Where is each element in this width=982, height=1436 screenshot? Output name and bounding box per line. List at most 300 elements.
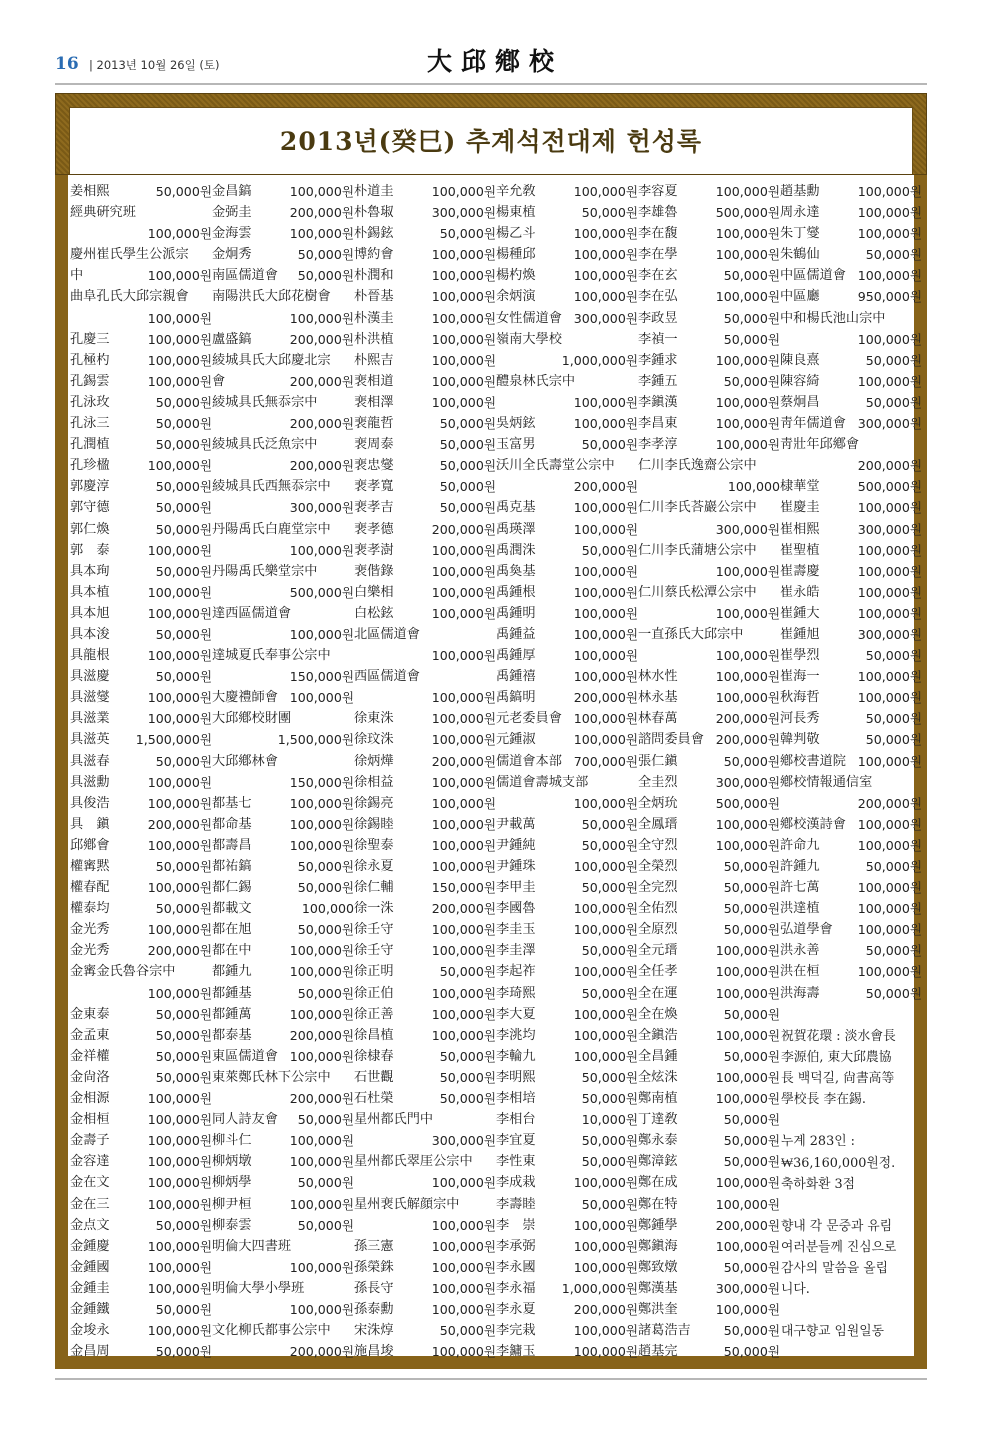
donor-name: 元鍾淑 [496, 732, 536, 748]
donor-name: 李完栽 [496, 1323, 536, 1339]
donor-name: 李相台 [496, 1112, 536, 1128]
donor-row [780, 540, 922, 561]
donor-row [638, 1151, 780, 1172]
donor-name: 徐錫睦 [354, 816, 394, 832]
donor-row [212, 1088, 354, 1109]
donor-name: 西區儒道會 [354, 669, 420, 685]
donation-amount: 50,000원 [723, 1344, 780, 1360]
donor-name: 朴漢圭 [354, 310, 394, 326]
donor-row [70, 1215, 212, 1236]
donor-row [638, 1257, 780, 1278]
donation-amount: 50,000원 [155, 1048, 212, 1064]
donation-amount: 50,000원 [581, 1133, 638, 1149]
donor-row [354, 666, 496, 687]
donor-name: 林水性 [638, 669, 678, 685]
donation-amount: 50,000원 [581, 542, 638, 558]
donor-row [638, 1278, 780, 1299]
donor-row [638, 497, 780, 518]
donation-amount: 50,000원 [723, 922, 780, 938]
donor-row [70, 1088, 212, 1109]
donor-row [354, 350, 496, 371]
donation-amount: 100,000원 [147, 774, 212, 790]
donation-amount: 100,000원 [573, 964, 638, 980]
donor-name: 李在學 [638, 247, 678, 263]
donor-row [496, 1257, 638, 1278]
donor-row [354, 202, 496, 223]
donor-row [496, 1130, 638, 1151]
donation-amount: 300,000원 [431, 1133, 496, 1149]
donor-row [70, 624, 212, 645]
donation-amount: 100,000원 [431, 268, 496, 284]
donation-amount: 100,000원 [289, 1196, 354, 1212]
donation-amount: 100,000원 [573, 669, 638, 685]
donor-row [212, 181, 354, 202]
donor-name: 東萊鄭氏林下公宗中 [212, 1069, 331, 1085]
donor-name: 趙基勳 [780, 184, 820, 199]
donor-row [496, 350, 638, 371]
donor-row [638, 265, 780, 286]
donation-amount: 50,000원 [155, 521, 212, 537]
donor-row [638, 835, 780, 856]
donor-row [212, 814, 354, 835]
donation-amount: 50,000원 [439, 1091, 496, 1107]
donation-amount: 50,000원 [581, 837, 638, 853]
donation-amount: 200,000원 [715, 711, 780, 727]
donor-row [354, 540, 496, 561]
note-line: 學校長 李在錫. [781, 1092, 866, 1108]
donation-amount: 300,000원 [715, 1280, 780, 1296]
donor-name: 李圭澤 [496, 943, 536, 959]
donor-row [638, 1172, 780, 1193]
donation-amount: 100,000원 [573, 521, 638, 537]
donation-amount: 50,000원 [865, 247, 922, 263]
donor-name: 綾城具氏無忝宗中 [212, 394, 318, 410]
donor-row [354, 1151, 496, 1172]
donation-amount: 100,000원 [715, 184, 780, 199]
donor-row [70, 1109, 212, 1130]
donor-name: 權泰均 [70, 901, 110, 917]
donation-amount: 50,000원 [297, 1112, 354, 1128]
donor-name: 全在煥 [638, 1006, 678, 1022]
donation-amount: 100,000원 [715, 1069, 780, 1085]
donor-name: 鄭鎭海 [638, 1238, 678, 1254]
donor-row [70, 666, 212, 687]
donation-amount: 100,000원 [715, 690, 780, 706]
donor-name: 徐炳燁 [354, 753, 394, 769]
donor-row [212, 1151, 354, 1172]
donor-row [212, 1025, 354, 1046]
donor-row [354, 265, 496, 286]
donor-row [70, 1130, 212, 1151]
donor-name: 金鍾國 [70, 1259, 110, 1275]
donor-name: 嶺南大學校 [496, 331, 562, 347]
donation-amount: 200,000원 [147, 943, 212, 959]
donor-name: 楊乙斗 [496, 226, 536, 242]
donor-row [70, 1341, 212, 1362]
donor-name: 金容達 [70, 1154, 110, 1170]
donor-name: 仁川李氏逸齋公宗中 [638, 458, 757, 474]
donor-name: 尹鍾珠 [496, 859, 536, 874]
donation-amount: 100,000원 [573, 1006, 638, 1022]
donation-amount: 950,000원 [857, 289, 922, 305]
donation-amount: 100,000원 [289, 1259, 354, 1275]
donor-row [212, 476, 354, 497]
donor-name: 楊東植 [496, 205, 536, 221]
donation-amount: 50,000원 [155, 1006, 212, 1022]
donation-amount: 100,000원 [147, 880, 212, 896]
donor-row [354, 286, 496, 307]
donation-amount: 50,000원 [865, 352, 922, 368]
donor-row [354, 856, 496, 877]
donation-amount: 100,000원 [147, 1280, 212, 1296]
donor-row [354, 1025, 496, 1046]
donation-amount: 50,000원 [865, 394, 922, 410]
donor-row [496, 961, 638, 982]
donor-row [496, 898, 638, 919]
donation-amount: 50,000원 [581, 880, 638, 896]
donation-amount: 50,000원 [439, 964, 496, 980]
donor-row [496, 308, 638, 329]
donation-amount: 100,000원 [431, 184, 496, 199]
donor-row [638, 329, 780, 350]
donor-name: 中區儒道會 [780, 268, 846, 284]
donor-name: 元老委員會 [496, 711, 562, 727]
donation-amount: 100,000원 [715, 1091, 780, 1107]
donation-amount: 100,000원 [573, 1344, 638, 1360]
donation-amount: 1,500,000원 [277, 732, 354, 748]
donor-row [354, 814, 496, 835]
page-title: 2013년(癸巳) 추계석전대제 헌성록 [279, 127, 703, 156]
donation-amount: 50,000원 [439, 226, 496, 242]
donation-amount: 300,000원 [715, 774, 780, 790]
note-line: 李源伯, 東大邱農協 [781, 1050, 892, 1066]
donor-row [212, 1046, 354, 1067]
note-line: 감사의 말씀을 올립 [781, 1261, 889, 1277]
donor-name: 崔聖植 [780, 542, 820, 558]
donation-amount: 100,000원 [147, 352, 212, 368]
donation-amount: 200,000원 [289, 205, 354, 221]
donation-amount: 50,000원 [723, 268, 780, 284]
spacer [781, 1110, 921, 1131]
donor-name: 李孝淳 [638, 437, 678, 453]
donor-name: 都鍾萬 [212, 1006, 252, 1022]
donation-amount: 100,000원 [289, 184, 354, 199]
donation-amount: 100,000원 [573, 226, 638, 242]
donor-row [354, 308, 496, 329]
donor-name: 李成栽 [496, 1175, 536, 1191]
donor-row [212, 1299, 354, 1320]
donor-row [780, 350, 922, 371]
donation-amount: 100,000원 [715, 1175, 780, 1191]
donor-row [638, 856, 780, 877]
donor-name: 徐棣春 [354, 1048, 394, 1064]
donor-row [780, 603, 922, 624]
donation-amount: 50,000원 [155, 184, 212, 199]
donor-name: 李在弘 [638, 289, 678, 305]
donor-name: 全元瑨 [638, 943, 678, 959]
donor-name: 李明熙 [496, 1069, 536, 1085]
donor-row [780, 455, 922, 476]
donor-name: 棣華堂 [780, 479, 820, 495]
donor-row [496, 624, 638, 645]
donation-amount: 100,000원 [147, 1091, 212, 1107]
note-line: ₩36,160,000원정. [781, 1155, 896, 1171]
donor-name: 權春配 [70, 880, 110, 896]
donor-row [354, 1257, 496, 1278]
donation-amount: 100,000원 [431, 331, 496, 347]
donor-name: 全榮烈 [638, 859, 678, 874]
donation-amount: 50,000원 [155, 416, 212, 432]
donor-column [212, 181, 354, 1362]
donor-row [780, 223, 922, 244]
donor-row [780, 624, 922, 645]
donation-amount: 50,000원 [155, 626, 212, 642]
donation-amount: 100,000원 [715, 1196, 780, 1212]
donation-amount: 1,000,000원 [561, 1280, 638, 1296]
donor-name: 陳容綺 [780, 373, 820, 389]
donor-name: 裵周泰 [354, 437, 394, 453]
donation-amount: 300,000원 [857, 521, 922, 537]
donor-name: 徐壬守 [354, 943, 394, 959]
donation-amount: 100,000원 [573, 247, 638, 263]
donor-row [212, 497, 354, 518]
donation-amount: 50,000원 [155, 563, 212, 579]
donor-row [354, 582, 496, 603]
donor-name: 裵相道 [354, 373, 394, 389]
donor-name: 李壽睦 [496, 1196, 536, 1212]
donor-column [354, 181, 496, 1362]
donor-name: 許鍾九 [780, 859, 820, 874]
donor-name: 朴錫鉉 [354, 226, 394, 242]
donor-name: 金相源 [70, 1091, 110, 1107]
donor-row [496, 392, 638, 413]
donor-name: 南區儒道會 [212, 268, 278, 284]
donor-name: 鄕校書道院 [780, 753, 846, 769]
donor-row [496, 497, 638, 518]
donor-row [496, 1236, 638, 1257]
donor-row [354, 919, 496, 940]
donor-row [70, 877, 212, 898]
donor-name: 明倫大學小學班 [212, 1280, 305, 1296]
donor-row [354, 1299, 496, 1320]
donation-amount: 100,000원 [573, 1238, 638, 1254]
donor-row [496, 1215, 638, 1236]
donation-amount: 100,000원 [715, 816, 780, 832]
donor-row [354, 519, 496, 540]
donor-row [70, 961, 212, 982]
donor-name: 鄭南植 [638, 1091, 678, 1107]
donor-name: 禹鍾明 [496, 605, 536, 621]
donation-amount: 100,000원 [573, 648, 638, 664]
donation-amount: 100,000원 [147, 1238, 212, 1254]
donation-amount: 100,000원 [147, 1133, 212, 1149]
donor-row [354, 624, 496, 645]
donor-name: 崔永皓 [780, 584, 820, 600]
donation-amount: 500,000원 [289, 584, 354, 600]
donation-amount: 50,000원 [581, 1069, 638, 1085]
donation-amount: 200,000원 [289, 1091, 354, 1107]
donation-amount: 100,000원 [857, 500, 922, 516]
donation-amount: 50,000원 [581, 1091, 638, 1107]
donor-name: 鄭鍾學 [638, 1217, 678, 1233]
donor-row [354, 1088, 496, 1109]
donor-row [496, 1278, 638, 1299]
donation-amount: 200,000원 [289, 1344, 354, 1360]
donor-row [354, 983, 496, 1004]
donor-name: 金昌鎬 [212, 184, 252, 199]
donor-row [780, 919, 922, 940]
donation-amount: 100,000원 [147, 605, 212, 621]
donor-name: 丁達敎 [638, 1112, 678, 1128]
donation-amount: 50,000원 [439, 437, 496, 453]
donation-amount: 50,000원 [865, 985, 922, 1001]
donor-row [638, 940, 780, 961]
donation-amount: 100,000원 [857, 922, 922, 938]
donor-name: 朱丁燮 [780, 226, 820, 242]
donor-row [212, 519, 354, 540]
donor-row [780, 286, 922, 307]
donor-name: 裵孝澍 [354, 542, 394, 558]
donor-name: 全炫洙 [638, 1069, 678, 1085]
donor-name: 具龍根 [70, 648, 110, 664]
donor-row [70, 1004, 212, 1025]
donor-name: 楊種邱 [496, 247, 536, 263]
donor-name: 曲阜孔氏大邱宗親會 [70, 289, 189, 305]
donor-name: 石世觀 [354, 1069, 394, 1085]
donor-name: 具滋勳 [70, 774, 110, 790]
donor-name: 金在三 [70, 1196, 110, 1212]
donor-name: 南陽洪氏大邱花樹會 [212, 289, 331, 305]
donor-row [496, 1194, 638, 1215]
donor-row [212, 582, 354, 603]
donor-row [638, 350, 780, 371]
donation-amount: 50,000원 [297, 985, 354, 1001]
donor-name: 諮問委員會 [638, 732, 704, 748]
donor-name: 鄭漢基 [638, 1280, 678, 1296]
donor-name: 禹鍾根 [496, 584, 536, 600]
donor-row [780, 371, 922, 392]
donation-amount: 100,000원 [857, 542, 922, 558]
donor-name: 達西區儒道會 [212, 605, 292, 621]
donor-name: 李在玄 [638, 268, 678, 284]
donor-name: 裵龍哲 [354, 416, 394, 432]
donor-name: 李禎一 [638, 331, 678, 347]
donation-amount: 100,000원 [857, 584, 922, 600]
donation-amount: 100,000원 [573, 500, 638, 516]
donor-row [780, 729, 922, 750]
donor-row [496, 329, 638, 350]
donation-amount: 100,000원 [289, 1301, 354, 1317]
donor-row [638, 1341, 780, 1362]
donor-name: 具滋春 [70, 753, 110, 769]
donation-amount: 50,000원 [723, 331, 780, 347]
donation-amount: 200,000원 [431, 521, 496, 537]
donor-name: 金海雲 [212, 226, 252, 242]
donor-row [354, 1194, 496, 1215]
donor-name: 李大夏 [496, 1006, 536, 1022]
donation-amount: 500,000원 [715, 205, 780, 221]
donation-amount: 100,000원 [289, 1154, 354, 1170]
donor-row [70, 413, 212, 434]
donation-amount: 50,000원 [723, 1259, 780, 1275]
spacer [781, 1300, 921, 1321]
donor-name: 徐仁輔 [354, 880, 394, 896]
donor-row [638, 1088, 780, 1109]
donor-row [354, 1130, 496, 1151]
donation-amount: 100,000원 [715, 648, 780, 664]
donor-name: 博約會 [354, 247, 394, 263]
donor-row [70, 265, 212, 286]
donation-amount: 100,000원 [715, 605, 780, 621]
donation-amount: 150,000원 [289, 774, 354, 790]
donation-amount: 300,000원 [857, 626, 922, 642]
donor-name: 北區儒道會 [354, 626, 420, 642]
donation-amount: 50,000원 [439, 1048, 496, 1064]
donation-amount: 50,000원 [723, 1323, 780, 1339]
donor-name: 李輪九 [496, 1048, 536, 1064]
donor-row [780, 666, 922, 687]
donation-amount: 100,000원 [147, 226, 212, 242]
donor-row [354, 687, 496, 708]
donation-amount: 100,000원 [573, 394, 638, 410]
donation-amount: 100,000원 [715, 964, 780, 980]
donor-name: 禹潤洙 [496, 542, 536, 558]
donation-amount: 100,000원 [147, 690, 212, 706]
donation-amount: 50,000원 [155, 859, 212, 874]
donor-row [780, 308, 922, 329]
donor-row [496, 751, 638, 772]
donor-row [780, 645, 922, 666]
donation-amount: 50,000원 [865, 943, 922, 959]
donor-name: 禹鍾厚 [496, 648, 536, 664]
donation-amount: 100,000원 [857, 226, 922, 242]
donation-amount: 100,000원 [573, 1027, 638, 1043]
donor-name: 李容夏 [638, 184, 678, 199]
donor-name: 崔慶圭 [780, 500, 820, 516]
total-note [781, 1131, 921, 1194]
donation-amount: 100,000원 [289, 626, 354, 642]
donor-name: 尹鍾純 [496, 837, 536, 853]
donor-name: 鄕校漢詩會 [780, 816, 846, 832]
notes-block [781, 1026, 921, 1342]
donor-row [70, 983, 212, 1004]
donor-name: 星州裵氏解顔宗中 [354, 1196, 460, 1212]
donor-row [496, 940, 638, 961]
donor-row [70, 603, 212, 624]
donation-amount: 200,000원 [289, 458, 354, 474]
donor-row [638, 666, 780, 687]
donor-name: 孔珍楹 [70, 458, 110, 474]
donor-name: 郭 泰 [70, 542, 110, 558]
donor-row [70, 308, 212, 329]
donor-row [780, 814, 922, 835]
donor-name: 柳炳墩 [212, 1154, 252, 1170]
donation-amount: 100,000원 [431, 1238, 496, 1254]
donor-name: 都在旭 [212, 922, 252, 938]
donor-name: 全完烈 [638, 880, 678, 896]
donation-amount: 100,000원 [289, 226, 354, 242]
donation-amount: 50,000원 [155, 479, 212, 495]
donation-amount: 200,000원 [431, 901, 496, 917]
donation-amount: 50,000원 [581, 1154, 638, 1170]
donor-row [496, 1109, 638, 1130]
donation-amount: 100,000원 [715, 416, 780, 432]
donor-name: 孫三憲 [354, 1238, 394, 1254]
donation-amount: 50,000원 [723, 859, 780, 874]
donation-amount: 50,000원 [865, 711, 922, 727]
donor-row [70, 708, 212, 729]
donor-row [212, 329, 354, 350]
